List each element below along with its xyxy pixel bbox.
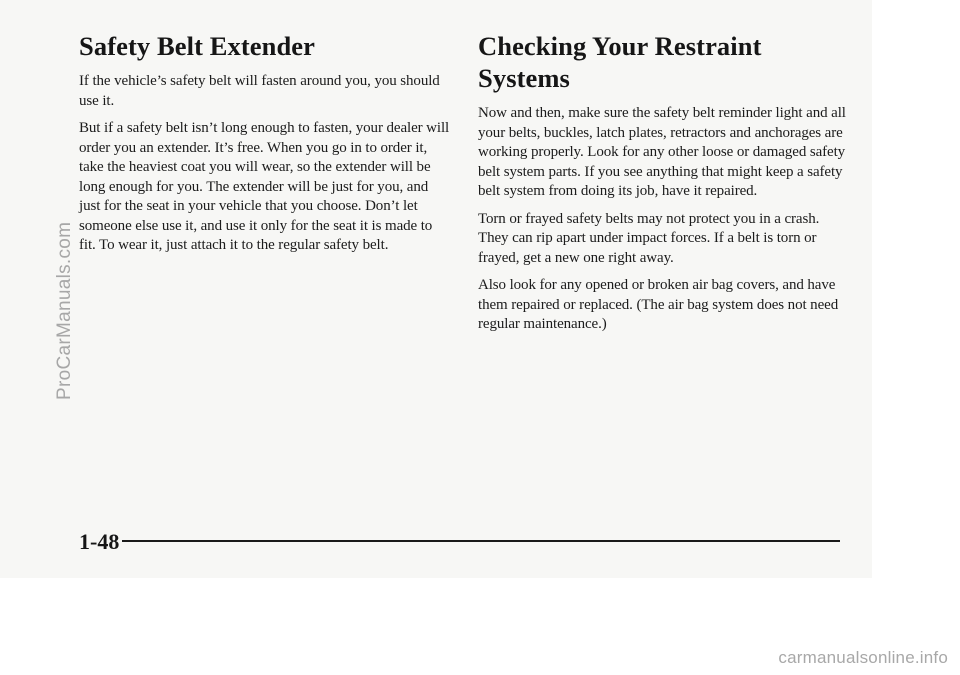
paragraph: If the vehicle’s safety belt will fasten around you, you should use it. xyxy=(79,73,440,109)
section-heading-safety-belt-extender: Safety Belt Extender xyxy=(79,31,316,61)
right-column xyxy=(478,30,850,343)
bottom-watermark: carmanualsonline.info xyxy=(778,648,948,667)
side-watermark: ProCarManuals.com xyxy=(54,221,75,400)
left-column xyxy=(79,30,451,264)
page-number: 1-48 xyxy=(79,529,120,554)
paragraph: Torn or frayed safety belts may not protect you in a crash. They can rip apart under impact forces. If a belt is torn or frayed, get a new one right away. xyxy=(478,210,820,266)
section-heading-checking-restraint-systems: Checking Your Restraint Systems xyxy=(478,31,762,93)
footer-rule xyxy=(122,540,840,542)
paragraph: Now and then, make sure the safety belt reminder light and all your belts, buckles, latch plates, retractors and anchorages are working properly. Look for any other loose or damaged safety belt system parts. If you see anything that might keep a safety belt system from doing its job, have it repaired. xyxy=(478,105,846,199)
paragraph: But if a safety belt isn’t long enough to fasten, your dealer will order you an extender. It’s free. When you go in to order it, take the heaviest coat you will wear, so the extender will be long enough for you. The extender will be just for you, and just for the seat in your vehicle that you choose. Don’t let someone else use it, and use it only for the seat it is made to fit. To wear it, just attach it to the regular safety belt. xyxy=(79,120,450,253)
paragraph: Also look for any opened or broken air bag covers, and have them repaired or replaced. (The air bag system does not need regular maintenance.) xyxy=(478,277,839,332)
